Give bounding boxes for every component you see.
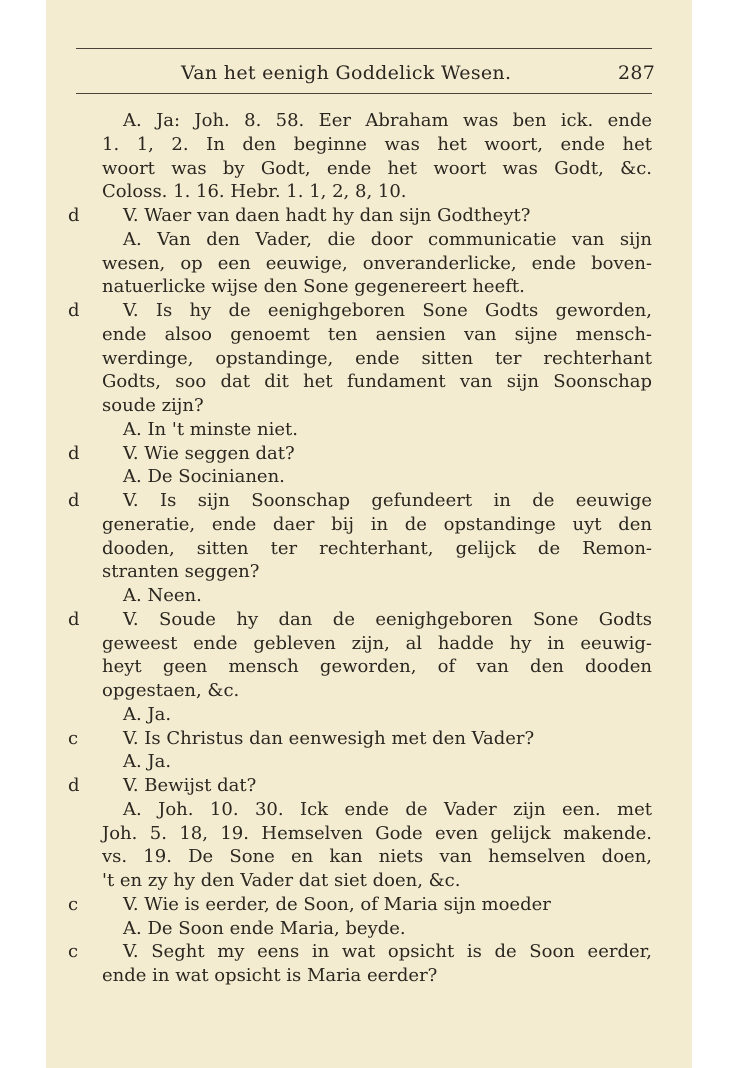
line-text: V. Soude hy dan de eenighgeboren Sone Godts [123,608,652,630]
text-line [46,323,692,347]
text-line [46,299,692,323]
book-page [46,0,692,1068]
header-top-rule [76,48,652,49]
line-text: ende in wat opsicht is Maria eerder? [102,965,438,986]
line-text: stranten seggen? [102,561,260,583]
text-line [46,608,692,632]
text-line [46,347,692,371]
line-text: Joh. 5. 18, 19. Hemselven Gode even gelijck makende. [102,822,652,844]
line-text: A. Ja: Joh. 8. 58. Eer Abraham was ben ick. ende [123,110,652,131]
line-text: V. Bewijst dat? [123,775,257,796]
margin-marker: d [68,300,80,321]
text-line [46,370,692,394]
line-text: V. Waer van daen hadt hy dan sijn Godtheyt? [123,205,531,226]
running-title: Van het eenigh Goddelick Wesen. [181,62,512,84]
text-line [46,822,692,846]
line-text: A. Ja. [123,751,172,773]
text-line [46,513,692,537]
header-bottom-rule [76,93,652,94]
line-text: V. Wie seggen dat? [123,442,295,464]
line-text: 1. 1, 2. In den beginne was het woort, ende het [102,133,652,155]
text-line [46,940,692,964]
text-line [46,750,692,774]
text-line [46,275,692,299]
line-text: soude zijn? [102,395,204,416]
line-text: V. Is sijn Soonschap gefundeert in de eeuwige [123,490,652,511]
text-line [46,845,692,869]
line-text: Godts, soo dat dit het fundament van sijn Soonschap [102,371,652,393]
margin-marker: c [68,941,79,963]
line-text: A. Ja. [123,703,172,725]
line-text: generatie, ende daer bij in de opstandinge uyt den [102,513,652,535]
line-text: A. Neen. [123,585,202,606]
text-line [46,418,692,442]
text-line [46,774,692,798]
text-line [46,964,692,988]
text-line [46,133,692,157]
margin-marker: d [68,442,80,464]
text-line [46,204,692,228]
line-text: werdinge, opstandinge, ende sitten ter rechterhant [102,347,652,369]
line-text: A. De Soon ende Maria, beyde. [123,917,406,939]
line-text: Coloss. 1. 16. Hebr. 1. 1, 2, 8, 10. [102,181,407,203]
line-text: opgestaen, &c. [102,680,240,701]
line-text: wesen, op een eeuwige, onveranderlicke, ende boven- [102,252,652,274]
text-line [46,584,692,608]
text-line [46,869,692,893]
line-text: dooden, sitten ter rechterhant, gelijck de Remon- [102,537,652,559]
line-text: woort was by Godt, ende het woort was Godt, &c. [102,157,652,179]
running-head [46,62,692,86]
text-line [46,893,692,917]
line-text: V. Wie is eerder, de Soon, of Maria sijn moeder [123,893,551,915]
margin-marker: c [68,727,79,749]
margin-marker: d [68,775,80,796]
line-text: vs. 19. De Sone en kan niets van hemselven doen, [102,846,652,868]
margin-marker: d [68,205,80,226]
margin-marker: c [68,893,79,915]
text-line [46,537,692,561]
line-text: 't en zy hy den Vader dat siet doen, &c. [102,870,461,891]
text-line [46,798,692,822]
text-line [46,632,692,656]
line-text: V. Seght my eens in wat opsicht is de Soon eerder, [123,941,652,963]
page-number: 287 [618,62,656,84]
line-text: A. Joh. 10. 30. Ick ende de Vader zijn een. met [123,798,652,820]
text-line [46,394,692,418]
line-text: A. De Socinianen. [123,466,285,488]
line-text: A. In 't minste niet. [123,418,298,440]
margin-marker: d [68,608,80,630]
margin-marker: d [68,490,80,511]
text-line [46,442,692,466]
text-line [46,180,692,204]
line-text: heyt geen mensch geworden, of van den dooden [102,656,652,678]
line-text: A. Van den Vader, die door communicatie van sijn [123,228,652,250]
text-line [46,228,692,252]
text-line [46,109,692,133]
line-text: ende alsoo genoemt ten aensien van sijne mensch- [102,323,652,345]
text-line [46,157,692,181]
text-line [46,727,692,751]
text-line [46,560,692,584]
text-line [46,703,692,727]
line-text: natuerlicke wijse den Sone gegenereert heeft. [102,276,525,298]
line-text: V. Is hy de eenighgeboren Sone Godts geworden, [123,300,652,321]
text-line [46,679,692,703]
text-line [46,489,692,513]
text-line [46,655,692,679]
line-text: V. Is Christus dan eenwesigh met den Vader? [123,727,535,749]
body-text [46,109,692,988]
line-text: geweest ende gebleven zijn, al hadde hy in eeuwig- [102,632,652,654]
text-line [46,917,692,941]
text-line [46,252,692,276]
text-line [46,465,692,489]
